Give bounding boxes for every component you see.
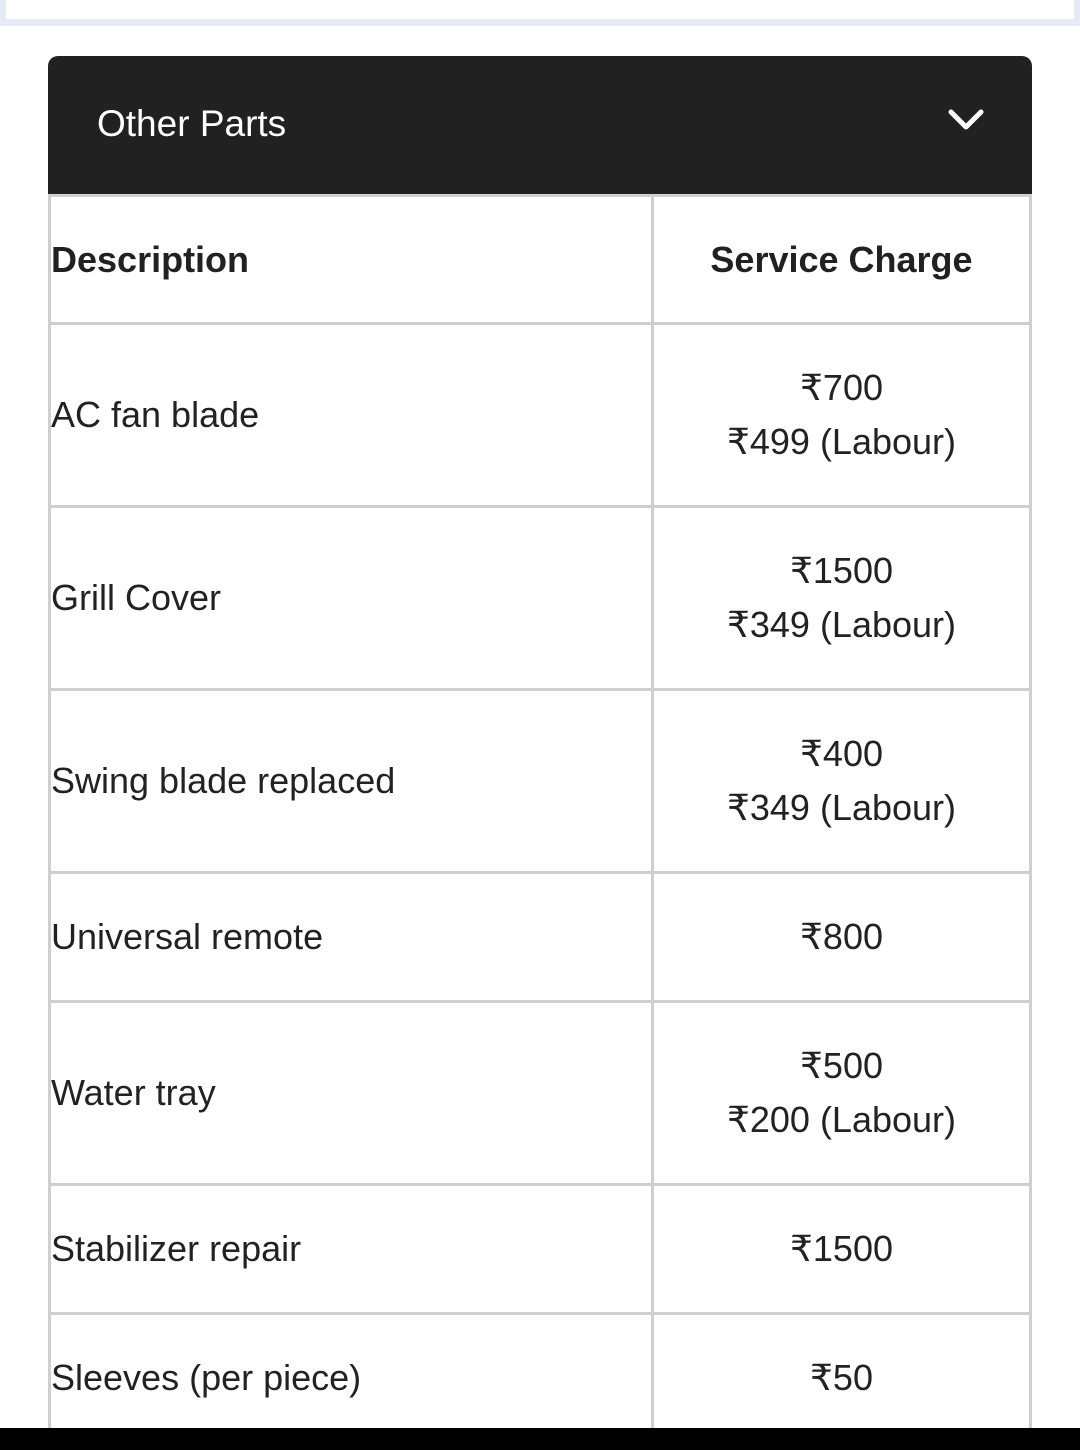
labour-price: ₹200 (Labour) [726,1099,957,1140]
description-cell: AC fan blade [50,324,653,507]
part-price: ₹50 [810,1357,873,1398]
table-row [50,873,1031,1002]
part-price: ₹1500 [790,1228,893,1269]
accordion-header[interactable] [48,56,1032,194]
charge-cell [653,1002,1031,1185]
charge-cell [653,873,1031,1002]
labour-price: ₹349 (Labour) [726,604,957,645]
previous-card-body [6,0,1074,19]
charge-cell [653,324,1031,507]
charge-cell [653,690,1031,873]
part-price: ₹400 [800,733,883,774]
description-cell: Sleeves (per piece) [50,1314,653,1442]
charge-cell [653,1314,1031,1442]
labour-price: ₹349 (Labour) [726,787,957,828]
table-row [50,1314,1031,1442]
table-row [50,507,1031,690]
previous-card-edge [0,0,1080,26]
part-price: ₹800 [800,916,883,957]
part-price: ₹500 [800,1045,883,1086]
chevron-down-icon[interactable] [946,100,986,140]
description-cell: Water tray [50,1002,653,1185]
labour-price: ₹499 (Labour) [726,421,957,462]
description-cell: Universal remote [50,873,653,1002]
part-price: ₹1500 [790,550,893,591]
part-price: ₹700 [800,367,883,408]
table-row [50,1002,1031,1185]
price-table [48,194,1032,1441]
table-row [50,1185,1031,1314]
accordion-title: Other Parts [97,103,287,144]
system-navigation-bar [0,1428,1080,1450]
table-header-row [50,196,1031,324]
other-parts-accordion [48,56,1032,1441]
table-row [50,324,1031,507]
charge-cell [653,1185,1031,1314]
description-column-header: Description [50,196,653,324]
description-cell: Grill Cover [50,507,653,690]
charge-cell [653,507,1031,690]
description-cell: Stabilizer repair [50,1185,653,1314]
description-cell: Swing blade replaced [50,690,653,873]
service-charge-column-header: Service Charge [653,196,1031,324]
table-row [50,690,1031,873]
